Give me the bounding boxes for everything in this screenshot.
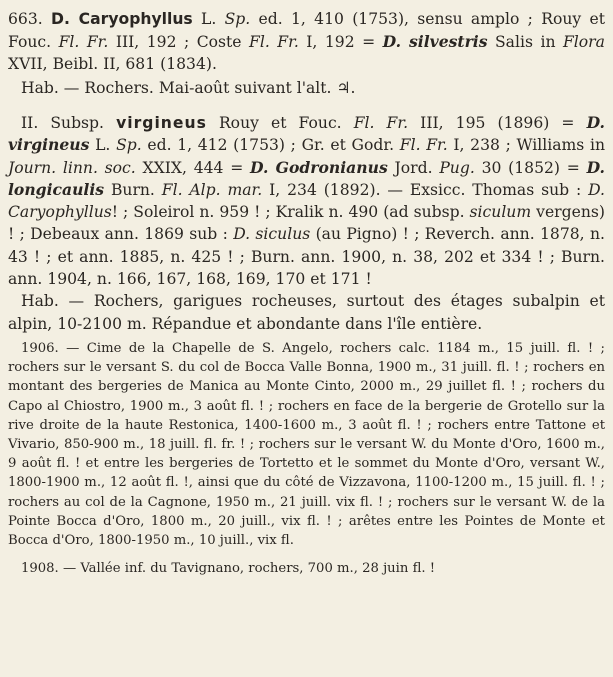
subsp-text-10: I, 234 (1892). — Exsicc. Thomas sub : xyxy=(269,180,582,199)
species-authority: L. xyxy=(201,10,217,28)
subsp-ref-6: Fl. Alp. mar. xyxy=(161,180,263,199)
subsp-text-12: vergens) ! ; Debeaux ann. 1869 sub : xyxy=(8,203,605,244)
subsp-text-3: L. xyxy=(95,136,111,155)
subsp-ref-3: Fl. Fr. xyxy=(399,136,448,155)
species-heading-paragraph xyxy=(8,8,605,76)
coste-rest: I, 192 = xyxy=(306,32,376,51)
subsp-synonym-3: D. longicaulis xyxy=(8,157,605,199)
collection-records xyxy=(8,339,605,578)
synonym-authority: Salis xyxy=(495,32,533,51)
ref-abbr: Sp. xyxy=(224,10,251,28)
record-1906: 1906. — Cime de la Chapelle de S. Angelo, rochers calc. 1184 m., 15 juill. fl. ! ; rochers sur le versant S. du col de Bocca Valle Bonna, 1900 m., 31 juill. fl. ! ; rochers en montant des bergeries de Manica au Monte Cinto, 2000 m., 29 juillet fl. ! ; rochers du Capo al Chiostro, 1900 m., 3 août fl. ! ; rochers en face de la bergerie de Grotello sur la rive droite de la haute Restonica, 1400-1600 m., 3 août fl. ! ; rochers entre Tattone et Vivario, 850-900 m., 18 juill. fl. fr. ! ; rochers sur le versant W. du Monte d'Oro, 1600 m., 9 août fl. ! et entre les bergeries de Tortetto et le sommet du Monte d'Oro, versant W., 1800-1900 m., 12 août fl. !, ainsi que du côté de Vizzavona, 1100-1200 m., 15 juill. fl. ! ; rochers au col de la Cagnone, 1950 m., 21 juill. vix fl. ! ; rochers sur le versant W. de la Pointe Bocca d'Oro, 1800 m., 20 juill., vix fl. ! ; arêtes entre les Pointes de Monte et Bocca d'Oro, 1800-1950 m., 10 juill., vix fl. xyxy=(8,340,605,548)
subsp-text-13: (au Pigno) ! ; Reverch. ann. 1878, n. 43 ! ; et ann. 1885, n. 425 ! ; Burn. ann. 1900, n. 38, 202 et 334 ! ; Burn. ann. 1904, n. 166, 167, 168, 169, 170 et 171 ! xyxy=(8,225,605,289)
subsp-synonym-1: D. virgineus xyxy=(8,113,605,155)
species-name: D. Caryophyllus xyxy=(51,10,193,28)
subsp-ref-7: siculum xyxy=(469,203,532,222)
subsp-name: virgineus xyxy=(116,114,207,132)
species-entry xyxy=(8,8,605,99)
subsp-ref-1: Fl. Fr. xyxy=(353,114,409,132)
entry-number: 663. xyxy=(8,10,43,28)
subspecies-paragraph xyxy=(8,112,605,290)
subsp-synonym-5: D. siculus xyxy=(233,225,311,244)
subsp-habitat: Hab. — Rochers, garigues rocheuses, surtout des étages subalpin et alpin, 10-2100 m. Répandue et abondante dans l'île entière. xyxy=(8,292,605,333)
subsp-text-5: I, 238 ; Williams in xyxy=(453,136,605,155)
in-text: in xyxy=(540,32,556,51)
subsp-ref-2: Sp. xyxy=(116,136,142,155)
rouy-ref: Fl. Fr. xyxy=(58,32,109,51)
synonym: D. silvestris xyxy=(382,31,488,51)
rouy-rest: III, 192 ; Coste xyxy=(115,32,242,51)
subsp-text-6: XXIX, 444 = xyxy=(142,158,244,177)
species-habitat: Hab. — Rochers. Mai-août suivant l'alt. ♃. xyxy=(21,78,356,97)
subspecies-entry xyxy=(8,112,605,335)
subsp-text-7: Jord. xyxy=(394,158,433,177)
subsp-ref-5: Pug. xyxy=(439,158,475,177)
subsp-text-8: 30 (1852) = xyxy=(481,158,580,177)
subsp-label: II. Subsp. xyxy=(21,114,104,132)
subsp-text-9: Burn. xyxy=(110,180,155,199)
rouy-author: Rouy et Fouc. xyxy=(8,10,605,51)
subsp-synonym-4: D. Caryophyllus xyxy=(8,180,606,222)
subsp-text-11: ! ; Soleirol n. 959 ! ; Kralik n. 490 (ad subsp. xyxy=(111,203,465,222)
ref-rest: ed. 1, 410 (1753), sensu amplo ; xyxy=(258,10,533,28)
subsp-ref-4: Journ. linn. soc. xyxy=(8,158,136,177)
coste-ref: Fl. Fr. xyxy=(249,32,299,51)
subsp-synonym-2: D. Godronianus xyxy=(250,157,388,177)
subsp-text-2: III, 195 (1896) = xyxy=(420,114,575,132)
subsp-text-1: Rouy et Fouc. xyxy=(218,114,342,132)
flora-ref: Flora xyxy=(562,32,605,51)
subsp-text-4: ed. 1, 412 (1753) ; Gr. et Godr. xyxy=(147,136,395,155)
flora-rest: XVII, Beibl. II, 681 (1834). xyxy=(8,55,217,73)
record-1908: 1908. — Vallée inf. du Tavignano, rochers, 700 m., 28 juin fl. ! xyxy=(21,561,436,577)
